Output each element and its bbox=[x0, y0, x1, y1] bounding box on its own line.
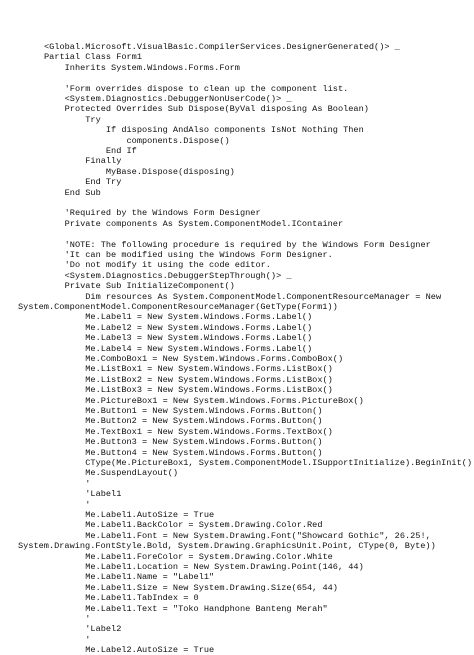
code-line: Me.Label1.TabIndex = 0 bbox=[44, 593, 199, 604]
code-line: Me.Button1 = New System.Windows.Forms.Button() bbox=[44, 406, 323, 416]
code-line: ' bbox=[44, 634, 91, 645]
code-line: <System.Diagnostics.DebuggerStepThrough()> _ bbox=[44, 270, 292, 281]
code-line: MyBase.Dispose(disposing) bbox=[44, 166, 235, 177]
code-line: 'Label2 bbox=[44, 624, 122, 635]
code-line: Me.TextBox1 = New System.Windows.Forms.TextBox() bbox=[44, 426, 333, 437]
code-line: Me.Label1.Location = New System.Drawing.Point(146, 44) bbox=[44, 562, 364, 572]
code-line: Me.Label1.Name = "Label1" bbox=[44, 572, 215, 583]
code-line: Me.ListBox3 = New System.Windows.Forms.ListBox() bbox=[44, 385, 333, 396]
code-line: Me.Label3 = New System.Windows.Forms.Label() bbox=[44, 333, 313, 344]
code-line: 'Form overrides dispose to clean up the component list. bbox=[44, 83, 349, 94]
code-line: End Try bbox=[44, 177, 122, 188]
code-line: CType(Me.PictureBox1, System.ComponentModel.ISupportInitialize).BeginInit() bbox=[44, 458, 473, 468]
code-line: Try bbox=[44, 114, 101, 125]
code-line: System.ComponentModel.ComponentResourceManager(GetType(Form1)) bbox=[18, 302, 338, 312]
code-line: Private Sub InitializeComponent() bbox=[44, 281, 235, 292]
code-line: Me.Label1.Text = "Toko Handphone Banteng Merah" bbox=[44, 603, 328, 614]
code-line: 'NOTE: The following procedure is required by the Windows Form Designer bbox=[44, 239, 431, 250]
code-line: Dim resources As System.ComponentModel.ComponentResourceManager = New bbox=[44, 291, 442, 302]
code-line: Me.ComboBox1 = New System.Windows.Forms.ComboBox() bbox=[44, 354, 344, 364]
code-line: End If bbox=[44, 146, 137, 156]
code-line: End Sub bbox=[44, 187, 101, 198]
code-line: components.Dispose() bbox=[44, 135, 230, 146]
code-line: Me.Label1.ForeColor = System.Drawing.Color.White bbox=[44, 551, 333, 562]
code-line: Me.Label2 = New System.Windows.Forms.Label() bbox=[44, 322, 313, 333]
code-line: Me.Label1.Size = New System.Drawing.Size(654, 44) bbox=[44, 582, 338, 593]
code-line: Me.Label1 = New System.Windows.Forms.Label() bbox=[44, 312, 313, 323]
code-line: Inherits System.Windows.Forms.Form bbox=[44, 62, 240, 73]
code-line: 'It can be modified using the Windows Form Designer. bbox=[44, 250, 333, 260]
code-line: <Global.Microsoft.VisualBasic.CompilerServices.DesignerGenerated()> _ bbox=[44, 42, 400, 52]
code-line: Me.Button3 = New System.Windows.Forms.Button() bbox=[44, 437, 323, 448]
code-line: Me.SuspendLayout() bbox=[44, 468, 179, 479]
code-line: Finally bbox=[44, 156, 122, 167]
code-line: Me.ListBox1 = New System.Windows.Forms.ListBox() bbox=[44, 364, 333, 375]
code-line: Me.Label4 = New System.Windows.Forms.Label() bbox=[44, 343, 313, 354]
code-line: Me.Label1.Font = New System.Drawing.Font("Showcard Gothic", 26.25!, bbox=[44, 530, 431, 541]
code-line: Protected Overrides Sub Dispose(ByVal disposing As Boolean) bbox=[44, 104, 369, 115]
code-line: Me.Label1.BackColor = System.Drawing.Color.Red bbox=[44, 520, 323, 531]
code-line: If disposing AndAlso components IsNot Nothing Then bbox=[44, 125, 364, 136]
code-line: System.Drawing.FontStyle.Bold, System.Drawing.GraphicsUnit.Point, CType(0, Byte)) bbox=[18, 541, 436, 552]
code-line: <System.Diagnostics.DebuggerNonUserCode()> _ bbox=[44, 94, 292, 104]
code-line: Partial Class Form1 bbox=[44, 52, 142, 63]
code-line: 'Required by the Windows Form Designer bbox=[44, 208, 261, 219]
code-line: Private components As System.ComponentModel.IContainer bbox=[44, 218, 344, 229]
code-line: 'Do not modify it using the code editor. bbox=[44, 260, 271, 271]
code-line: Me.Label1.AutoSize = True bbox=[44, 510, 215, 520]
code-line: 'Label1 bbox=[44, 489, 122, 500]
code-line: Me.ListBox2 = New System.Windows.Forms.ListBox() bbox=[44, 374, 333, 385]
code-line: ' bbox=[44, 614, 91, 624]
code-line: Me.Button2 = New System.Windows.Forms.Button() bbox=[44, 416, 323, 427]
code-line: Me.Button4 = New System.Windows.Forms.Button() bbox=[44, 447, 323, 458]
code-line: ' bbox=[44, 478, 91, 489]
code-line: Me.Label2.AutoSize = True bbox=[44, 645, 215, 655]
code-line: Me.PictureBox1 = New System.Windows.Forms.PictureBox() bbox=[44, 395, 364, 406]
code-line: ' bbox=[44, 499, 91, 510]
